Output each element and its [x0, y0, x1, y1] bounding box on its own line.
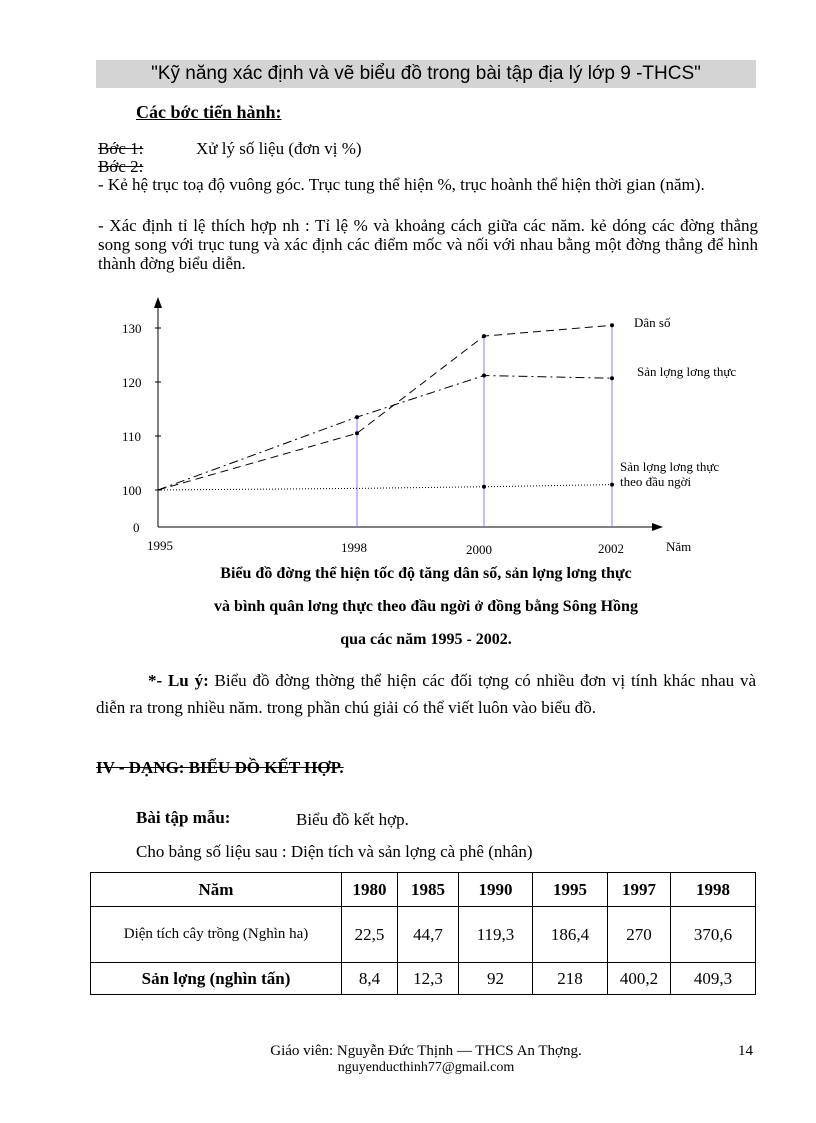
- step1-label: [98, 139, 143, 159]
- y-tick-label-120: 120: [122, 375, 142, 390]
- x-tick-label-2002: 2002: [598, 541, 624, 556]
- table-row: [91, 963, 756, 995]
- legend-dau-nguoi-line1: Sản lợng lơng thực: [620, 459, 720, 474]
- step1-text: Xử lý số liệu (đơn vị %): [196, 139, 362, 158]
- y-tick-label-130: 130: [122, 321, 142, 336]
- point-dan-so-1998: [355, 431, 359, 435]
- table-cell: 44,7: [398, 907, 459, 963]
- steps-heading: Các bớc tiến hành:: [136, 102, 282, 122]
- table-header-row: [91, 873, 756, 907]
- point-san-luong-1998: [355, 415, 359, 419]
- table-row: [91, 907, 756, 963]
- document-header-title: "Kỹ năng xác định và vẽ biểu đồ trong bài tập địa lý lớp 9 -THCS": [96, 60, 756, 88]
- point-san-luong-2000: [482, 374, 486, 378]
- point-dan-so-2000: [482, 334, 486, 338]
- legend-san-luong-luong-thuc: Sản lợng lơng thực: [637, 364, 737, 379]
- series-line-san-luong-luong-thuc: [158, 376, 612, 490]
- table-cell: 400,2: [608, 963, 671, 995]
- table-cell: 22,5: [342, 907, 398, 963]
- step2-label-text: Bớc 2:: [98, 157, 144, 176]
- table-cell: 92: [459, 963, 533, 995]
- table-cell: 8,4: [342, 963, 398, 995]
- table-header-cell: Năm: [91, 873, 342, 907]
- table-header-cell: 1995: [533, 873, 608, 907]
- line-chart: [0, 290, 816, 562]
- table-header-cell: 1990: [459, 873, 533, 907]
- table-cell: 119,3: [459, 907, 533, 963]
- step2-paragraph-2: - Xác định tỉ lệ thích hợp nh : Tỉ lệ % và khoảng cách giữa các năm. kẻ dóng các đờng thẳng song song với trục tung và xác định các điểm mốc và nối với nhau bằng một đờng thẳng để hình thành đờng biểu diễn.: [98, 216, 758, 273]
- chart-caption-line2: và bình quân lơng thực theo đầu ngời ở đồng bằng Sông Hồng: [214, 598, 638, 615]
- x-tick-label-1998: 1998: [341, 540, 367, 555]
- step2-label: [98, 157, 143, 177]
- table-cell: Diện tích cây trồng (Nghìn ha): [91, 907, 342, 963]
- table-cell: 12,3: [398, 963, 459, 995]
- table-cell: 218: [533, 963, 608, 995]
- table-cell: 270: [608, 907, 671, 963]
- footer-page-number: 14: [738, 1043, 753, 1059]
- x-tick-label-2000: 2000: [466, 542, 492, 557]
- table-cell: 370,6: [671, 907, 756, 963]
- exercise-intro: Cho bảng số liệu sau : Diện tích và sản lợng cà phê (nhân): [136, 842, 533, 861]
- table-header-cell: 1998: [671, 873, 756, 907]
- point-dan-so-2002: [610, 323, 614, 327]
- legend-dau-nguoi-line2: theo đầu ngời: [620, 474, 692, 489]
- footer-author: Giáo viên: Nguyễn Đức Thịnh — THCS An Thợng.: [270, 1043, 582, 1059]
- x-tick-label-1995: 1995: [147, 538, 173, 553]
- table-cell: Sản lợng (nghìn tấn): [91, 963, 342, 995]
- chart-caption-line1: Biểu đồ đờng thể hiện tốc độ tăng dân số, sản lợng lơng thực: [220, 565, 632, 582]
- point-dau-nguoi-2000: [482, 485, 486, 489]
- point-san-luong-2002: [610, 376, 614, 380]
- series-line-luong-thuc-dau-nguoi: [158, 485, 612, 490]
- exercise-label: Bài tập mẫu:: [136, 808, 231, 827]
- chart-caption-line3: qua các năm 1995 - 2002.: [340, 631, 512, 648]
- y-tick-label-110: 110: [122, 429, 142, 444]
- footer-email: nguyenducthinh77@gmail.com: [337, 1060, 515, 1075]
- note-paragraph: [96, 667, 756, 721]
- section-title: IV - DẠNG: BIỂU ĐỒ KẾT HỢP.: [96, 758, 344, 777]
- point-dau-nguoi-2002: [610, 483, 614, 487]
- data-table: [90, 872, 756, 995]
- table-header-cell: 1997: [608, 873, 671, 907]
- legend-dan-so: Dân số: [634, 315, 671, 330]
- y-tick-label-0: 0: [133, 520, 140, 535]
- y-axis-arrow: [154, 297, 162, 308]
- table-header-cell: 1985: [398, 873, 459, 907]
- step1-label-text: Bớc 1:: [98, 139, 144, 158]
- x-axis-unit-label: Năm: [666, 539, 692, 554]
- step2-paragraph-1: - Kẻ hệ trục toạ độ vuông góc. Trục tung thể hiện %, trục hoành thể hiện thời gian (năm).: [98, 175, 705, 194]
- note-label: *- Lu ý:: [148, 671, 209, 690]
- table-cell: 186,4: [533, 907, 608, 963]
- exercise-label-value: Biểu đồ kết hợp.: [296, 810, 409, 829]
- x-axis-arrow: [652, 523, 663, 531]
- table-cell: 409,3: [671, 963, 756, 995]
- note-text: Biểu đồ đờng thờng thể hiện các đối tợng có nhiều đơn vị tính khác nhau và diễn ra trong nhiều năm. trong phần chú giải có thể viết luôn vào biểu đồ.: [96, 671, 756, 717]
- y-tick-label-100: 100: [122, 483, 142, 498]
- table-header-cell: 1980: [342, 873, 398, 907]
